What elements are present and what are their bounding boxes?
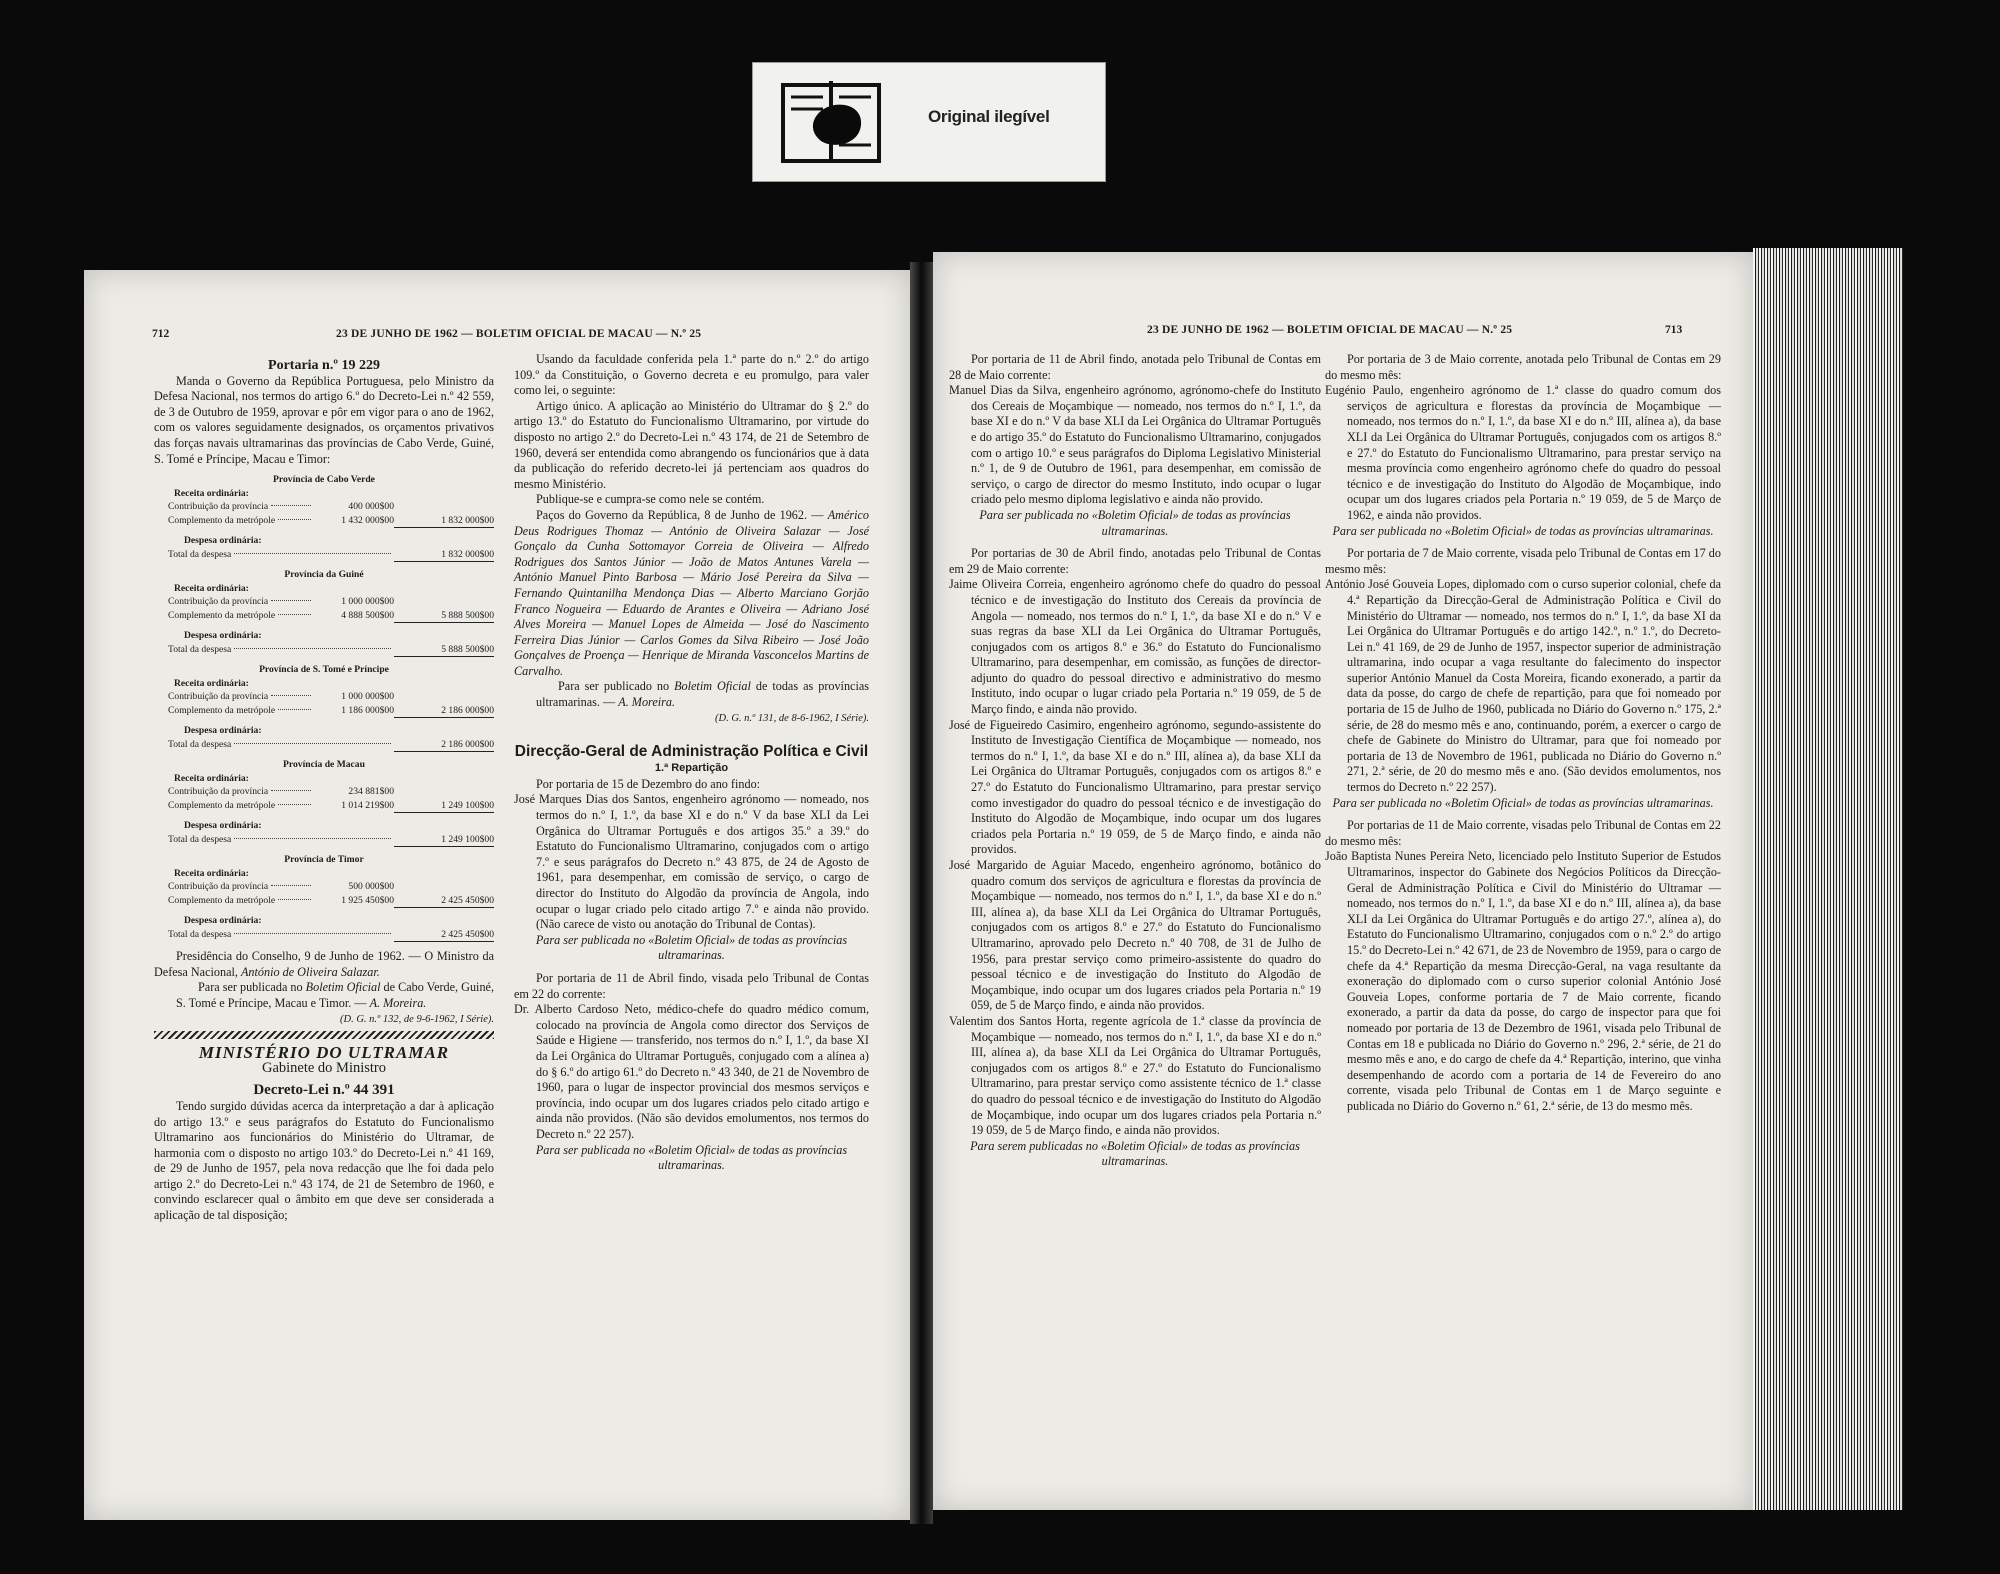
right-column-1 [949,352,1321,1170]
budget-row-label: Contribuição da província [168,786,269,798]
budget-row [154,880,494,894]
left-column-1 [154,358,494,1224]
portaria-body: Manda o Governo da República Portuguesa, pelo Ministro da Defesa Nacional, nos termos do artigo 6.º do Decreto-Lei n.º 42 559, de 3 de Outubro de 1959, aprovar e pôr em vigor para o ano de 1962, com os valores seguidamente designados, os orçamentos privativos das forças navais ultramarinas das províncias de Cabo Verde, Guiné, S. Tomé e Príncipe, Macau e Timor: [154,373,494,466]
left-page [84,270,910,1520]
gabinete-title: Gabinete do Ministro [261,1059,387,1076]
budget-receita-label: Receita ordinária: [174,867,249,879]
leader-dots [271,885,311,886]
budget-row-label: Contribuição da província [168,501,269,513]
portaria-intro: Por portarias de 30 de Abril findo, anotadas pelo Tribunal de Contas em 29 de Maio corrente: [949,546,1321,576]
usando-text: Usando da faculdade conferida pela 1.ª parte do n.º 2.º do artigo 109.º da Constituição, o Governo decreta e eu promulgo, para valer como lei, o seguinte: [514,352,869,398]
portaria-intro: Por portaria de 15 de Dezembro do ano findo: [536,776,761,791]
budget-row-label: Complemento da metrópole [168,514,276,526]
budget-province-title: Província de Timor [284,854,364,866]
decreto-title: Decreto-Lei n.º 44 391 [253,1082,395,1099]
budget-receita-total: 1 832 000$00 [394,514,494,529]
publication-note: Para ser publicada no «Boletim Oficial» de todas as províncias ultramarinas. [535,932,848,963]
budget-amount: 4 888 500$00 [341,609,394,621]
illegible-label: Original ilegível [928,107,1050,126]
leader-dots [271,790,311,791]
publication-note: Para ser publicada no «Boletim Oficial» de todas as províncias ultramarinas. [1332,523,1714,538]
budget-receita-label: Receita ordinária: [174,677,249,689]
appointment-entry: Manuel Dias da Silva, engenheiro agrónomo, agrónomo-chefe do Instituto dos Cereais de Moçambique — nomeado, nos termos do n.º I, 1.º, da base XI e do n.º V da base XLI da Lei Orgânica do Ultramar Português e do artigo 35.º do Estatuto do Funcionalismo Ultramarino, conjugados com o artigo 10.º e seus parágrafos do Diploma Legislativo Ministerial n.º 1, de 9 de Outubro de 1961, para desempenhar, em comissão de serviço, o cargo de director do mesmo Instituto, indo ocupar o lugar criado pelo mesmo diploma legislativo e ainda não provido. [949,383,1321,507]
budget-receita-label: Receita ordinária: [174,487,249,499]
budget-province-title: Província da Guiné [284,569,364,581]
budget-row-label: Contribuição da província [168,596,269,608]
budget-row-label: Complemento da metrópole [168,799,276,811]
budget-amount: 400 000$00 [348,501,394,513]
budget-despesa-total: 5 888 500$00 [394,643,494,658]
portaria-intro: Por portaria de 11 de Abril findo, visada pelo Tribunal de Contas em 22 do corrente: [514,970,869,1001]
leader-dots [278,804,311,805]
budget-row-label: Total da despesa [168,928,232,940]
budget-row [154,514,494,529]
leader-dots [234,648,391,649]
budget-province-title: Província de S. Tomé e Príncipe [259,664,389,676]
leader-dots [271,695,311,696]
publication-note: Para ser publicada no Boletim Oficial de Cabo Verde, Guiné, S. Tomé e Príncipe, Macau e Timor. — A. Moreira. [176,980,494,1010]
dg-reference: (D. G. n.º 132, de 9-6-1962, I Série). [339,1013,494,1025]
illegible-original-card [752,62,1106,182]
appointment-entry: José Margarido de Aguiar Macedo, engenheiro agrónomo, botânico do quadro comum dos serviços de agricultura e florestas da província de Moçambique — nomeado, nos termos do n.º I, 1.º, da base XI e do n.º III, alínea a), da base XLI da Lei Orgânica do Ultramar Português, conjugados com os artigos 8.º e 27.º do Estatuto do Funcionalismo Ultramarino, aprovado pelo Decreto n.º 40 708, de 31 de Julho de 1956, para prestar serviço como primeiro-assistente do quadro do pessoal técnico e de investigação do Instituto do Algodão de Moçambique, indo ocupar um dos lugares criados pela Portaria n.º 19 059, de 5 de Março findo, e ainda não providos. [949,858,1321,1013]
budget-row [154,799,494,814]
portaria-intro: Por portaria de 7 de Maio corrente, visada pelo Tribunal de Contas em 17 do mesmo mês: [1325,546,1721,576]
budget-row [154,643,494,658]
budget-row [154,738,494,753]
budget-amount: 1 186 000$00 [341,704,394,716]
ministry-title: MINISTÉRIO DO ULTRAMAR [198,1043,450,1063]
leader-dots [234,933,391,934]
budget-row-label: Complemento da metrópole [168,609,276,621]
leader-dots [271,600,311,601]
leader-dots [278,709,311,710]
appointment-entry: Jaime Oliveira Correia, engenheiro agrónomo chefe do quadro do pessoal técnico e de investigação do Instituto dos Cereais da província de Angola — nomeado, nos termos do n.º I, 1.º, da base XI e do n.º V e suas regras da base XLI da Lei Orgânica do Ultramar Português, conjugados com os artigos 8.º e 36.º do Estatuto do Funcionalismo Ultramarino, para desempenhar, em comissão, as funções de director-adjunto do quadro do pessoal directivo e administrativo do mesmo Instituto, indo ocupar o lugar criado pela Portaria n.º 19 059, de 5 de Março findo, e ainda não provido. [949,577,1321,717]
budget-row-label: Total da despesa [168,738,232,750]
budget-row [154,500,494,514]
budget-receita-total: 5 888 500$00 [394,609,494,624]
budget-despesa-label: Despesa ordinária: [184,820,262,832]
pacos-signatories: Paços do Governo da República, 8 de Junho de 1962. — Américo Deus Rodrigues Thomaz — António de Oliveira Salazar — José Gonçalo da Cunha Sottomayor Correia de Oliveira — Alfredo Rodrigues dos Santos Júnior — João de Matos Antunes Varela — António Manuel Pinto Barbosa — Mário José Pereira da Silva — Fernando Quintanilha Mendonça Dias — Alberto Marciano Gorjão Franco Nogueira — Eduardo de Arantes e Oliveira — Adriano José Alves Moreira — Manuel Lopes de Almeida — José do Nascimento Ferreira Dias Júnior — Carlos Gomes da Silva Ribeiro — José João Gonçalves de Proença — Henrique de Miranda Vasconcelos Martins de Carvalho. [514,507,869,678]
dg-reference: (D. G. n.º 131, de 8-6-1962, I Série). [714,712,869,724]
page-number: 712 [152,328,170,340]
budget-row [154,609,494,624]
budget-amount: 1 432 000$00 [341,514,394,526]
section-divider [154,1031,494,1039]
right-column-2 [1325,352,1721,1115]
budget-row [154,894,494,909]
budget-row-label: Total da despesa [168,643,232,655]
budget-amount: 1 000 000$00 [341,691,394,703]
publication-note: Para ser publicado no Boletim Oficial de todas as províncias ultramarinas. — A. Moreira. [536,679,869,710]
leader-dots [234,553,391,554]
leader-dots [234,838,391,839]
publication-note: Para ser publicada no «Boletim Oficial» de todas as províncias ultramarinas. [535,1142,848,1173]
appointment-entry: António José Gouveia Lopes, diplomado com o curso superior colonial, chefe da 4.ª Repartição da Direcção-Geral de Administração Política e Civil do Ministério do Ultramar — nomeado, nos termos do n.º I, 1.º, da base XI da Lei Orgânica do Ultramar Português e do artigo 142.º, n.º 1.º, do Decreto-Lei n.º 41 169, de 29 de Junho de 1957, inspector superior de administração ultramarina, indo ocupar a vaga resultante do falecimento do inspector superior António Manuel da Costa Moreira, ficando exonerado, a partir da data da posse, do cargo de chefe de repartição, para que foi nomeado por portaria de 15 de Julho de 1960, publicada no Diário do Governo n.º 175, 2.ª série, de 28 do mesmo mês e ano, continuando, porém, a exercer o cargo de chefe de Gabinete do Ministro do Ultramar, para que foi nomeado por portaria de 13 de Novembro de 1961, publicada no Diário do Governo n.º 271, 2.ª série, de 20 do mesmo mês e ano. (São devidos emolumentos, nos termos do Decreto n.º 22 257). [1325,577,1721,795]
budget-despesa-total: 1 249 100$00 [394,833,494,848]
budget-row-label: Contribuição da província [168,881,269,893]
book-gutter [910,262,933,1524]
running-head: 23 DE JUNHO DE 1962 — BOLETIM OFICIAL DE MACAU — N.º 25 [336,328,702,340]
budget-amount: 1 014 219$00 [341,799,394,811]
budget-receita-total: 2 186 000$00 [394,704,494,719]
book-page-edges [1753,248,1903,1510]
budget-despesa-total: 2 425 450$00 [394,928,494,943]
budget-amount: 1 925 450$00 [341,894,394,906]
portaria-title: Portaria n.º 19 229 [268,358,380,373]
leader-dots [271,505,311,506]
presidencia-text: Presidência do Conselho, 9 de Junho de 1962. — O Ministro da Defesa Nacional, António de Oliveira Salazar. [154,949,494,979]
budget-row-label: Complemento da metrópole [168,704,276,716]
budget-row [154,704,494,719]
budget-row [154,833,494,848]
reparticao-title: 1.ª Repartição [654,762,729,775]
appointment-entry: Eugénio Paulo, engenheiro agrónomo de 1.ª classe do quadro comum dos serviços de agricultura e florestas da província de Moçambique — nomeado, nos termos do n.º I, 1.º, da base XI e do n.º III, alínea a), da base XLI da Lei Orgânica do Ultramar Português, conjugados com os artigos 8.º e 27.º do Estatuto do Funcionalismo Ultramarino, para prestar serviço na mesma província como engenheiro agrónomo chefe do quadro do pessoal técnico e de investigação do Instituto do Algodão de Moçambique, indo ocupar um dos lugares criados pela Portaria n.º 19 059, de 5 de Março de 1962, e ainda não providos. [1325,383,1721,522]
budget-table [154,473,494,942]
budget-row-label: Total da despesa [168,548,232,560]
decreto-body: Tendo surgido dúvidas acerca da interpretação a dar à aplicação do artigo 13.º e seus parágrafos do Estatuto do Funcionalismo Ultramarino aos funcionários do Ministério do Ultramar, de harmonia com o disposto no artigo 103.º do Decreto-Lei n.º 41 169, de 29 de Junho de 1957, pela nova redacção que lhe foi dada pelo artigo 2.º do Decreto-Lei n.º 43 174, de 21 de Setembro de 1960, e convindo esclarecer qual o âmbito em que deve ser considerada a aplicação de tal disposição; [154,1098,494,1223]
budget-row-label: Contribuição da província [168,691,269,703]
publication-note: Para ser publicada no «Boletim Oficial» de todas as províncias ultramarinas. [979,507,1291,538]
book-icon [777,75,885,169]
publique-se: Publique-se e cumpra-se como nele se contém. [536,492,765,507]
budget-amount: 500 000$00 [348,881,394,893]
budget-despesa-label: Despesa ordinária: [184,915,262,927]
budget-despesa-label: Despesa ordinária: [184,725,262,737]
budget-receita-total: 1 249 100$00 [394,799,494,814]
leader-dots [278,519,311,520]
publication-note: Para serem publicadas no «Boletim Oficial» de todas as províncias ultramarinas. [970,1138,1300,1169]
portaria-intro: Por portaria de 11 de Abril findo, anotada pelo Tribunal de Contas em 28 de Maio corrente: [949,352,1321,382]
appointment-entry: José Marques Dias dos Santos, engenheiro agrónomo — nomeado, nos termos do n.º I, 1.º, da base XI e do n.º V da base XLI da Lei Orgânica do Ultramar Português e dos artigos 35.º a 39.º do Estatuto do Funcionalismo Ultramarino, conjugados com o artigo 7.º e seus parágrafos do Decreto n.º 43 875, de 24 de Agosto de 1961, para desempenhar, em comissão de serviço, o cargo de director do Instituto do Algodão da província de Angola, indo ocupar o lugar criado pelo citado artigo 7.º e ainda não provido. (Não carece de visto ou anotação do Tribunal de Contas). [514,792,869,932]
running-head: 23 DE JUNHO DE 1962 — BOLETIM OFICIAL DE MACAU — N.º 25 [1147,324,1513,336]
budget-despesa-total: 1 832 000$00 [394,548,494,563]
page-number: 713 [1665,324,1683,336]
budget-row [154,928,494,943]
artigo-unico: Artigo único. A aplicação ao Ministério do Ultramar do § 2.º do artigo 13.º do Estatuto do Funcionalismo Ultramarino, por virtude do disposto no artigo 2.º do Decreto-Lei n.º 43 174, de 21 de Setembro de 1960, deverá ser entendida como abrangendo os funcionários que à data da publicação do referido decreto-lei já pertenciam aos quadros do mesmo Ministério. [514,398,869,491]
budget-amount: 234 881$00 [348,786,394,798]
right-page [933,252,1753,1510]
leader-dots [278,614,311,615]
budget-province-title: Província de Macau [283,759,365,771]
publication-note: Para ser publicada no «Boletim Oficial» de todas as províncias ultramarinas. [1332,795,1714,810]
portaria-intro: Por portarias de 11 de Maio corrente, visadas pelo Tribunal de Contas em 22 do mesmo mês: [1325,818,1721,848]
budget-amount: 1 000 000$00 [341,596,394,608]
direccao-title: Direcção-Geral de Administração Política e Civil [514,743,869,761]
budget-despesa-label: Despesa ordinária: [184,630,262,642]
budget-receita-total: 2 425 450$00 [394,894,494,909]
budget-row-label: Total da despesa [168,833,232,845]
budget-receita-label: Receita ordinária: [174,582,249,594]
budget-province-title: Província de Cabo Verde [273,474,375,486]
leader-dots [234,743,391,744]
left-column-2 [514,352,869,1174]
appointment-entry: João Baptista Nunes Pereira Neto, licenciado pelo Instituto Superior de Estudos Ultramarinos, inspector do Gabinete dos Negócios Políticos da Direcção-Geral de Administração Política e Civil do Ministério do Ultramar — nomeado, nos termos do n.º I, 1.º, da base XI e do n.º III, alínea a), da base XLI da Lei Orgânica do Ultramar Português e do artigo 27.º, alínea a), do Estatuto do Funcionalismo Ultramarino, conjugados com o n.º 2.º do artigo 15.º do Decreto-Lei n.º 42 671, de 23 de Novembro de 1959, para o cargo de chefe da 4.ª Repartição da mesma Direcção-Geral, na vaga resultante da exoneração do diplomado com o curso superior colonial António José Gouveia Lopes, conforme portaria de 7 de Maio corrente, ficando exonerado, a partir da data da posse, do cargo de inspector para que foi nomeado por portaria de 13 de Dezembro de 1961, visada pelo Tribunal de Contas em 18 e publicada no Diário do Governo n.º 296, 2.ª série, de 21 do mesmo mês e ano, e do cargo de chefe da 4.ª Repartição, interino, que vinha desempenhando de acordo com a portaria de 14 de Fevereiro do ano corrente, visada pelo Tribunal de Contas em 1 de Março seguinte e publicada no Diário do Governo n.º 61, 2.ª série, de 13 do mesmo mês. [1325,849,1721,1113]
budget-row-label: Complemento da metrópole [168,894,276,906]
budget-row [154,595,494,609]
budget-despesa-total: 2 186 000$00 [394,738,494,753]
budget-row [154,785,494,799]
budget-receita-label: Receita ordinária: [174,772,249,784]
budget-row [154,690,494,704]
budget-despesa-label: Despesa ordinária: [184,535,262,547]
appointment-entry: José de Figueiredo Casimiro, engenheiro agrónomo, segundo-assistente do Instituto de Investigação Científica de Moçambique — nomeado, nos termos do n.º I, 1.º, da base XI e do n.º III, alínea a), da base XLI da Lei Orgânica do Ultramar Português, conjugados com os artigos 8.º e 27.º do Estatuto do Funcionalismo Ultramarino, para prestar serviço como investigador do quadro do pessoal técnico e de investigação do Instituto do Algodão de Moçambique, indo ocupar um dos lugares criados pela Portaria n.º 19 059, de 5 de Março findo, e ainda não providos. [949,717,1321,857]
budget-row [154,548,494,563]
leader-dots [278,899,311,900]
portaria-intro: Por portaria de 3 de Maio corrente, anotada pelo Tribunal de Contas em 29 do mesmo mês: [1325,352,1721,382]
appointment-entry: Dr. Alberto Cardoso Neto, médico-chefe do quadro médico comum, colocado na província de Angola como director dos Serviços de Saúde e Higiene — transferido, nos termos do n.º I, 1.º, da base XI da Lei Orgânica do Ultramar Português, conjugado com a alínea a) do § 6.º do artigo 61.º do Decreto n.º 43 340, de 21 de Novembro de 1960, para o lugar de inspector provincial dos mesmos serviços e província, indo ocupar um dos lugares criados pelo citado artigo e ainda não providos. (Não são devidos emolumentos, nos termos do Decreto n.º 22 257). [514,1002,869,1141]
appointment-entry: Valentim dos Santos Horta, regente agrícola de 1.ª classe da província de Moçambique — nomeado, nos termos do n.º I, 1.º, da base XI e do n.º III, alínea a), da base XLI da Lei Orgânica do Ultramar Português, conjugados com os artigos 8.º e 27.º do Estatuto do Funcionalismo Ultramarino, para prestar serviço como assistente técnico de 1.ª classe do quadro do pessoal técnico e de investigação do Instituto do Algodão de Moçambique, indo ocupar um dos lugares criados pela Portaria n.º 19 059, de 5 de Março findo, e ainda não providos. [949,1013,1321,1138]
